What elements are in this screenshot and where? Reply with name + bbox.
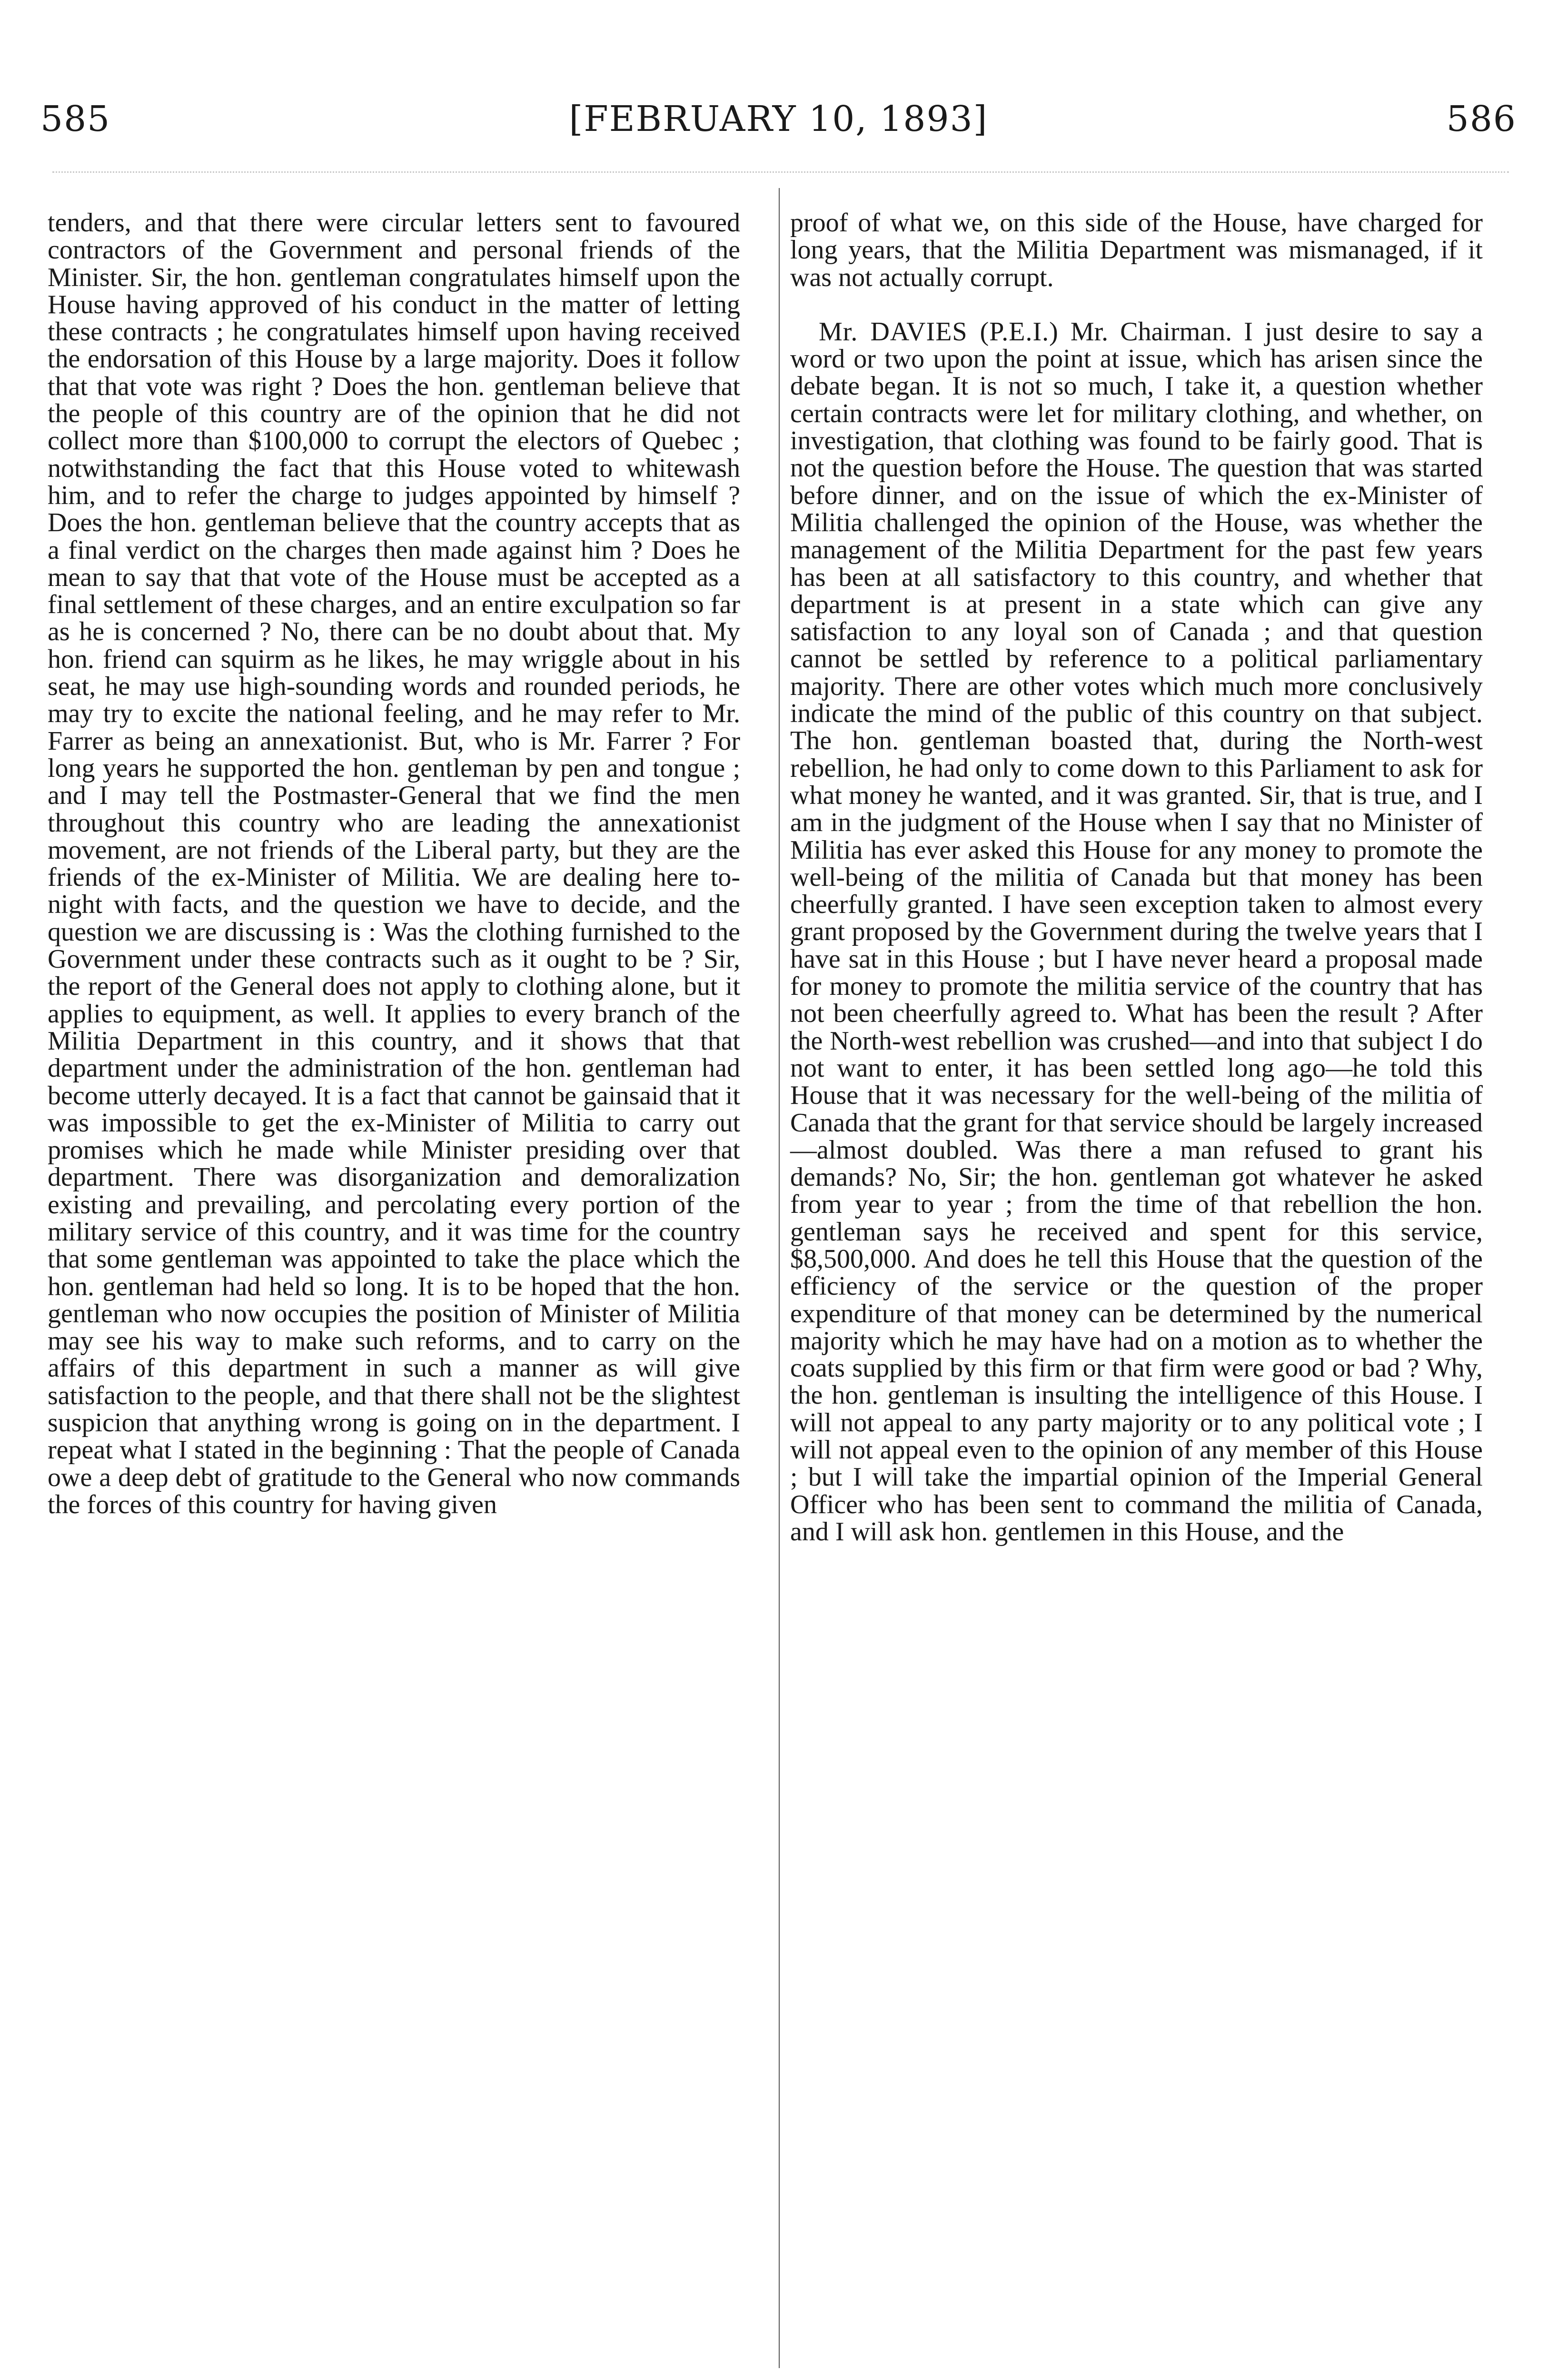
column-divider — [779, 188, 780, 2368]
davies-speech-paragraph — [790, 318, 1483, 1546]
left-paragraph: tenders, and that there were circular letters sent to favoured contractors of the Government and personal friends of the Minister. Sir, the hon. gentleman congratulates himself upon the House having approved of his conduct in the matter of letting these contracts ; he congratulates himself upon having received the endorsation of this House by a large majority. Does it follow that that vote was right ? Does the hon. gentleman believe that the people of this country are of the opinion that he did not collect more than $100,000 to corrupt the electors of Quebec ; notwithstanding the fact that this House voted to whitewash him, and to refer the charge to judges appointed by himself ? Does the hon. gentleman believe that the country accepts that as a final verdict on the charges then made against him ? Does he mean to say that that vote of the House must be accepted as a final settlement of these charges, and an entire exculpation so far as he is concerned ? No, there can be no doubt about that. My hon. friend can squirm as he likes, he may wriggle about in his seat, he may use high-sounding words and rounded periods, he may try to excite the national feeling, and he may refer to Mr. Farrer as being an annexationist. But, who is Mr. Farrer ? For long years he supported the hon. gentleman by pen and tongue ; and I may tell the Postmaster-General that we find the men throughout this country who are leading the annexationist movement, are not friends of the Liberal party, but they are the friends of the ex-Minister of Militia. We are dealing here to-night with facts, and the question we have to decide, and the question we are discussing is : Was the clothing furnished to the Government under these contracts such as it ought to be ? Sir, the report of the General does not apply to clothing alone, but it applies to equipment, as well. It applies to every branch of the Militia Department in this country, and it shows that that department under the administration of the hon. gentleman had become utterly decayed. It is a fact that cannot be gainsaid that it was impossible to get the ex-Minister of Militia to carry out promises which he made while Minister presiding over that department. There was disorganization and demoralization existing and prevailing, and percolating every portion of the military service of this country, and it was time for the country that some gentleman was appointed to take the place which the hon. gentleman had held so long. It is to be hoped that the hon. gentleman who now occupies the position of Minister of Militia may see his way to make such reforms, and to carry on the affairs of this department in such a manner as will give satisfaction to the people, and that there shall not be the slightest suspicion that anything wrong is going on in the department. I repeat what I stated in the beginning : That the people of Canada owe a deep debt of gratitude to the General who now commands the forces of this country for having given — [48, 208, 740, 1519]
page-number-right: 586 — [1446, 99, 1517, 139]
header-rule — [52, 171, 1509, 174]
right-intro-paragraph: proof of what we, on this side of the House, have charged for long years, that the Militia Department was mismanaged, if it was not actually corrupt. — [790, 208, 1483, 292]
speaker-name: Mr. DAVIES (P.E.I.) — [819, 317, 1059, 347]
page-number-left: 585 — [40, 99, 111, 139]
right-column — [790, 209, 1483, 1546]
speech-text: Mr. Chairman. I just desire to say a word or two upon the point at issue, which has arisen since the debate began. It is not so much, I take it, a question whether certain contracts were let for military clothing, and whether, on investigation, that clothing was found to be fairly good. That is not the question before the House. The question that was started before dinner, and on the issue of which the ex-Minister of Militia challenged the opinion of the House, was whether the management of the Militia Department for the past few years has been at all satisfactory to this country, and whether that department is at present in a state which can give any satisfaction to any loyal son of Canada ; and that question cannot be settled by reference to a political parliamentary majority. There are other votes which much more conclusively indicate the mind of the public of this country on that subject. The hon. gentleman boasted that, during the North-west rebellion, he had only to come down to this Parliament to ask for what money he wanted, and it was granted. Sir, that is true, and I am in the judgment of the House when I say that no Minister of Militia has ever asked this House for any money to promote the well-being of the militia of Canada but that money has been cheerfully granted. I have seen exception taken to almost every grant proposed by the Government during the twelve years that I have sat in this House ; but I have never heard a proposal made for money to promote the militia service of the country that has not been cheerfully agreed to. What has been the result ? After the North-west rebellion was crushed—and into that subject I do not want to enter, it has been settled long ago—he told this House that it was necessary for the well-being of the militia of Canada that the grant for that service should be largely increased—almost doubled. Was there a man refused to grant his demands? No, Sir; the hon. gentleman got whatever he asked from year to year ; from the time of that rebellion the hon. gentleman says he received and spent for this service, $8,500,000. And does he tell this House that the question of the efficiency of the service or the question of the proper expenditure of that money can be determined by the numerical majority which he may have had on a motion as to whether the coats supplied by this firm or that firm were good or bad ? Why, the hon. gentleman is insulting the intelligence of this House. I will not appeal to any party majority or to any political vote ; I will not appeal even to the opinion of any member of this House ; but I will take the impartial opinion of the Imperial General Officer who has been sent to command the militia of Canada, and I will ask hon. gentlemen in this House, and the — [790, 317, 1483, 1547]
page-header — [0, 0, 1557, 157]
page-date: [FEBRUARY 10, 1893] — [569, 99, 988, 139]
left-column — [48, 209, 740, 1518]
